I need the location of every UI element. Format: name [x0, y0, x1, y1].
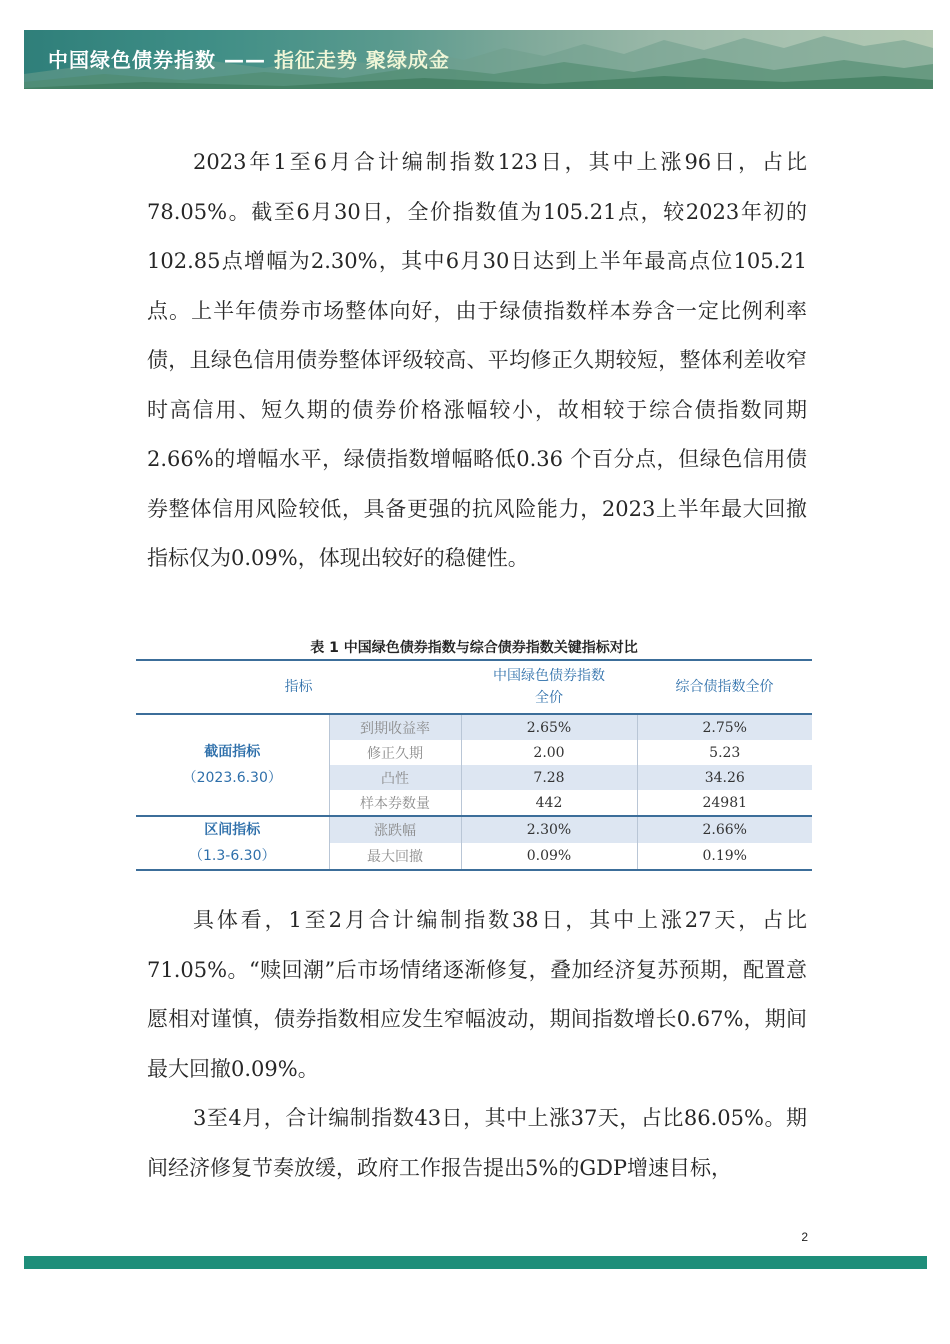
banner-title-separator: ——	[216, 48, 274, 72]
table-caption: 表 1 中国绿色债券指数与综合债券指数关键指标对比	[310, 640, 638, 656]
header-green-line2: 全价	[535, 690, 563, 706]
page-number: 2	[801, 1230, 808, 1244]
composite-value: 5.23	[709, 744, 741, 761]
group-cross-section	[136, 714, 329, 816]
table-header-row	[136, 660, 812, 714]
green-value: 0.09%	[461, 843, 637, 870]
composite-value: 2.66%	[637, 816, 812, 843]
header-green-index	[461, 660, 637, 714]
group-name: 区间指标	[204, 822, 261, 838]
metric-label: 最大回撤	[329, 843, 461, 870]
banner-title-main: 中国绿色债券指数	[48, 48, 216, 72]
group-interval	[136, 816, 329, 870]
green-value: 442	[461, 790, 637, 816]
table-row	[136, 816, 812, 843]
composite-value: 2.75%	[637, 714, 812, 740]
metric-label: 样本券数量	[329, 790, 461, 816]
footer-bar	[24, 1256, 927, 1269]
composite-value: 34.26	[637, 765, 812, 790]
metric-label: 修正久期	[329, 740, 461, 765]
banner-title	[48, 44, 450, 73]
banner-title-sub: 指征走势 聚绿成金	[273, 48, 450, 72]
paragraph-summary: 2023年1至6月合计编制指数123日，其中上涨96日，占比78.05%。截至6月30日，全价指数值为105.21点，较2023年初的102.85点增幅为2.30%，其中6月30日达到上半年最高点位105.21点。上半年债券市场整体向好，由于绿债指数样本券含一定比例利率债，且绿色信用债券整体评级较高、平均修正久期较短，整体利差收窄时高信用、短久期的债券价格涨幅较小，故相较于综合债指数同期2.66%的增幅水平，绿债指数增幅略低0.36 个百分点，但绿色信用债券整体信用风险较低，具备更强的抗风险能力，2023上半年最大回撤指标仅为0.09%，体现出较好的稳健性。	[147, 150, 807, 570]
green-value: 7.28	[461, 765, 637, 790]
green-value: 2.00	[461, 740, 637, 765]
header-green-line1: 中国绿色债券指数	[493, 668, 605, 684]
group-period: （1.3-6.30）	[189, 848, 276, 864]
green-value: 2.30%	[461, 816, 637, 843]
metric-label: 凸性	[329, 765, 461, 790]
group-name: 截面指标	[204, 744, 261, 760]
group-period: （2023.6.30）	[182, 770, 282, 786]
header-composite-index: 综合债指数全价	[637, 660, 812, 714]
composite-value: 0.19%	[637, 843, 812, 870]
metric-label: 涨跌幅	[329, 816, 461, 843]
comparison-table	[136, 659, 812, 871]
composite-value: 24981	[637, 790, 812, 816]
table-row	[136, 714, 812, 740]
metric-label: 到期收益率	[329, 714, 461, 740]
header-banner	[24, 30, 933, 89]
paragraph-mar-apr: 3至4月，合计编制指数43日，其中上涨37天，占比86.05%。期间经济修复节奏放缓，政府工作报告提出5%的GDP增速目标，	[147, 1106, 807, 1180]
header-indicator: 指标	[136, 660, 461, 714]
paragraph-jan-feb: 具体看，1至2月合计编制指数38日，其中上涨27天，占比71.05%。“赎回潮”后市场情绪逐渐修复，叠加经济复苏预期，配置意愿相对谨慎，债券指数相应发生窄幅波动，期间指数增长0.67%，期间最大回撤0.09%。	[147, 908, 807, 1081]
green-value: 2.65%	[461, 714, 637, 740]
